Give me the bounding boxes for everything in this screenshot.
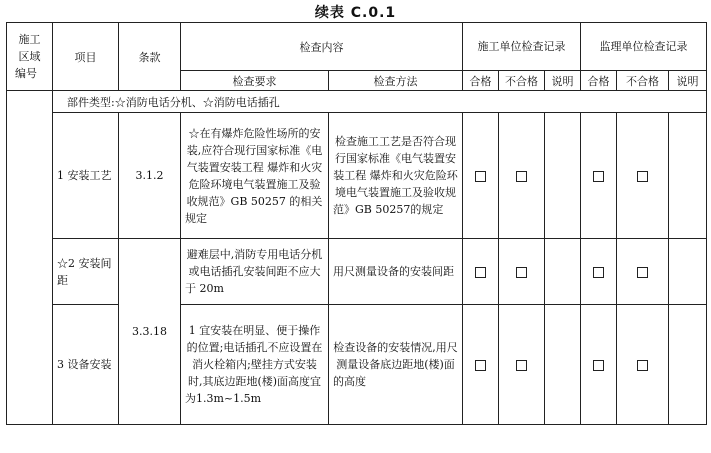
row-requirement: 1 宜安装在明显、便于操作的位置;电话插孔不应设置在消火栓箱内;壁挂方式安装时,其底边距地(楼)面高度宜为1.3m~1.5m	[181, 305, 329, 425]
table-row	[7, 113, 707, 239]
area-id-cell	[7, 91, 53, 425]
row-requirement: 避难层中,消防专用电话分机或电话插孔安装间距不应大于 20m	[181, 239, 329, 305]
header-area-id: 施工区域编号	[7, 23, 53, 91]
header-pass-2: 合格	[581, 71, 617, 91]
table-row	[7, 239, 707, 305]
checkbox-icon[interactable]	[516, 267, 527, 278]
checkbox-icon[interactable]	[516, 171, 527, 182]
table-caption: 续表 C.0.1	[314, 5, 397, 21]
header-item: 项目	[53, 23, 119, 91]
header-fail-2: 不合格	[617, 71, 669, 91]
note-cell	[545, 239, 581, 305]
row-item: 1 安装工艺	[53, 113, 119, 239]
row-clause: 3.3.18	[119, 239, 181, 425]
header-contractor-record: 施工单位检查记录	[463, 23, 581, 71]
note-cell	[669, 305, 707, 425]
checkbox-icon[interactable]	[593, 360, 604, 371]
header-supervisor-record: 监理单位检查记录	[581, 23, 707, 71]
checkbox-icon[interactable]	[475, 171, 486, 182]
note-cell	[669, 113, 707, 239]
header-requirement: 检查要求	[181, 71, 329, 91]
header-pass: 合格	[463, 71, 499, 91]
header-note-2: 说明	[669, 71, 707, 91]
header-note: 说明	[545, 71, 581, 91]
row-item: ☆2 安装间距	[53, 239, 119, 305]
component-type: 部件类型:☆消防电话分机、☆消防电话插孔	[53, 91, 707, 113]
row-clause: 3.1.2	[119, 113, 181, 239]
row-method: 检查设备的安装情况,用尺测量设备底边距地(楼)面的高度	[329, 305, 463, 425]
header-fail: 不合格	[499, 71, 545, 91]
row-method: 检查施工工艺是否符合现行国家标准《电气装置安装工程 爆炸和火灾危险环境电气装置施工及验收规范》GB 50257的规定	[329, 113, 463, 239]
row-item: 3 设备安装	[53, 305, 119, 425]
header-content: 检查内容	[181, 23, 463, 71]
checkbox-icon[interactable]	[637, 267, 648, 278]
note-cell	[669, 239, 707, 305]
checkbox-icon[interactable]	[593, 171, 604, 182]
checkbox-icon[interactable]	[516, 360, 527, 371]
row-requirement: ☆在有爆炸危险性场所的安装,应符合现行国家标准《电气装置安装工程 爆炸和火灾危险环境电气装置施工及验收规范》GB 50257 的相关规定	[181, 113, 329, 239]
note-cell	[545, 113, 581, 239]
header-clause: 条款	[119, 23, 181, 91]
row-method: 用尺测量设备的安装间距	[329, 239, 463, 305]
checkbox-icon[interactable]	[593, 267, 604, 278]
table-row	[7, 305, 707, 425]
inspection-table	[6, 22, 707, 425]
checkbox-icon[interactable]	[475, 360, 486, 371]
header-method: 检查方法	[329, 71, 463, 91]
checkbox-icon[interactable]	[637, 360, 648, 371]
checkbox-icon[interactable]	[637, 171, 648, 182]
note-cell	[545, 305, 581, 425]
checkbox-icon[interactable]	[475, 267, 486, 278]
